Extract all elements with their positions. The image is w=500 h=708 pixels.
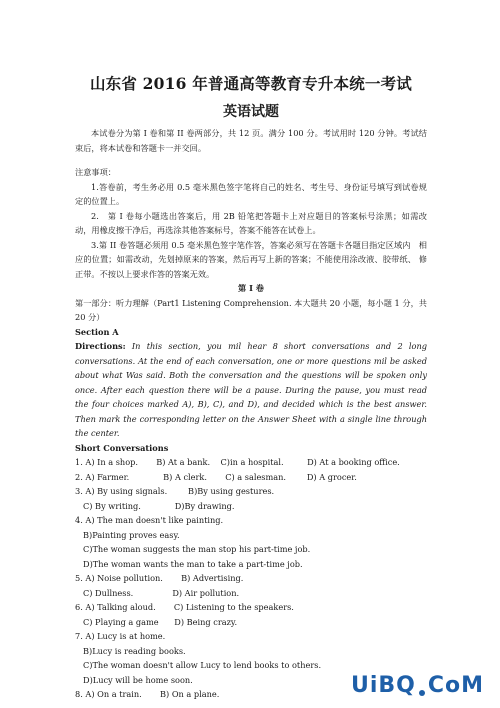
directions-text: In this section, you mil hear 8 short conversations and 2 long conversations. At the end of each conversation, one or more questions mil be asked about what Was said. Both the conversation and the questions will be spoken only once. After each question there will be a pause. During the pause, you must read the four choices marked A), B), C), and D), and decided which is the best answer. Then mark the corresponding letter on the Answer Sheet with a single line through the center. [75,341,427,438]
q2-option-d: D) A grocer. [306,471,357,482]
q7-option-d: D)Lucy will be home soon. [83,674,193,685]
q1-option-d: D) At a booking office. [307,457,400,467]
note-item-2: 2. 第 I 卷每小题选出答案后，用 2B 铅笔把答题卡上对应题目的答案标号涂黑；如需改 动，用橡皮擦干净后，再选涂其他答案标号，答案不能答在试卷上。 [75,210,427,235]
exam-title: 山东省 2016 年普通高等教育专升本统一考试 [89,74,413,93]
section-a-label: Section A [75,326,119,337]
q7-option-b: B)Lucy is reading books. [83,645,186,656]
q3-option-a: 3. A) By using signals. [75,486,168,496]
intro-paragraph: 本试卷分为第 I 卷和第 II 卷两部分，共 12 页。满分 100 分。考试用时 120 分钟。考试结束后，将本试卷和答题卡一并交回。 [75,128,427,153]
q8-option-b: B) On a plane. [160,689,220,699]
q7-option-a: 7. A) Lucy is at home. [75,631,166,641]
q6-option-c: C) Playing a game [83,616,159,627]
notes-heading: 注意事项： [75,167,116,177]
part1-heading: 第 I 卷 [238,283,264,293]
note-item-1: 1.答卷前，考生务必用 0.5 毫米黑色签字笔将自己的姓名、考生号、身份证号填写到试卷规定的位置上。 [75,181,427,206]
q3-option-c: C) By writing. [83,500,141,511]
question-6 [75,600,427,615]
q4-option-d: D)The woman wants the man to take a part-time job. [83,558,303,569]
q6-option-d: D) Being crazy. [174,616,238,627]
question-4 [75,513,427,528]
directions-label: Directions: [75,341,126,351]
question-6-row-2 [75,615,427,630]
short-conversations-label: Short Conversations [75,442,169,453]
note-item-3: 3.第 II 卷答题必须用 0.5 毫米黑色签字笔作答，答案必须写在答题卡各题目指定区域内 相应的位置；如需改动，先划掉原来的答案，然后再写上新的答案；不能使用涂改液、胶带纸、 修正带。不按以上要求作答的答案无效。 [75,239,427,279]
q1-option-b: B) At a bank. [156,457,211,467]
watermark-dot [419,690,425,696]
q8-option-a: 8. A) On a train. [75,689,142,699]
q6-option-a: 6. A) Talking aloud. [75,602,156,612]
question-5 [75,571,427,586]
q4-option-c: C)The woman suggests the man stop his part-time job. [83,544,311,554]
question-3-row-2 [75,499,427,514]
directions-paragraph [75,339,427,441]
question-7 [75,629,427,644]
question-4-row-3 [75,542,427,557]
watermark-left: UiBQ [350,673,416,698]
q4-option-a: 4. A) The man doesn't like painting. [75,515,224,525]
q6-option-b: C) Listening to the speakers. [173,602,294,612]
q4-option-b: B)Painting proves easy. [83,529,180,540]
exam-document [75,74,427,702]
q5-option-a: 5. A) Noise pollution. [75,573,163,583]
question-1 [75,455,427,470]
q2-option-b: B) A clerk. [163,471,207,482]
q1-option-c: C)in a hospital. [220,457,284,467]
q7-option-c: C)The woman doesn't allow Lucy to lend books to others. [83,660,322,670]
question-4-row-4 [75,557,427,572]
question-5-row-2 [75,586,427,601]
part1-intro: 第一部分：听力理解（Part1 Listening Comprehension. 本大题共 20 小题，每小题 1 分，共 20 分） [75,297,427,322]
q3-option-d: D)By drawing. [174,500,235,511]
q5-option-b: B) Advertising. [181,573,244,583]
exam-subtitle: 英语试题 [223,104,279,120]
q5-option-d: D) Air pollution. [172,587,240,598]
question-3 [75,484,427,499]
q2-option-c: C) a salesman. [225,471,287,482]
q3-option-b: B)By using gestures. [188,486,275,496]
question-2 [75,470,427,485]
question-7-row-3 [75,658,427,673]
q1-option-a: 1. A) In a shop. [75,457,138,467]
watermark-right: CoM [427,673,484,698]
question-7-row-2 [75,644,427,659]
question-4-row-2 [75,528,427,543]
site-watermark [351,673,484,698]
q2-option-a: 2. A) Farmer. [75,471,130,482]
q5-option-c: C) Dullness. [83,587,134,598]
